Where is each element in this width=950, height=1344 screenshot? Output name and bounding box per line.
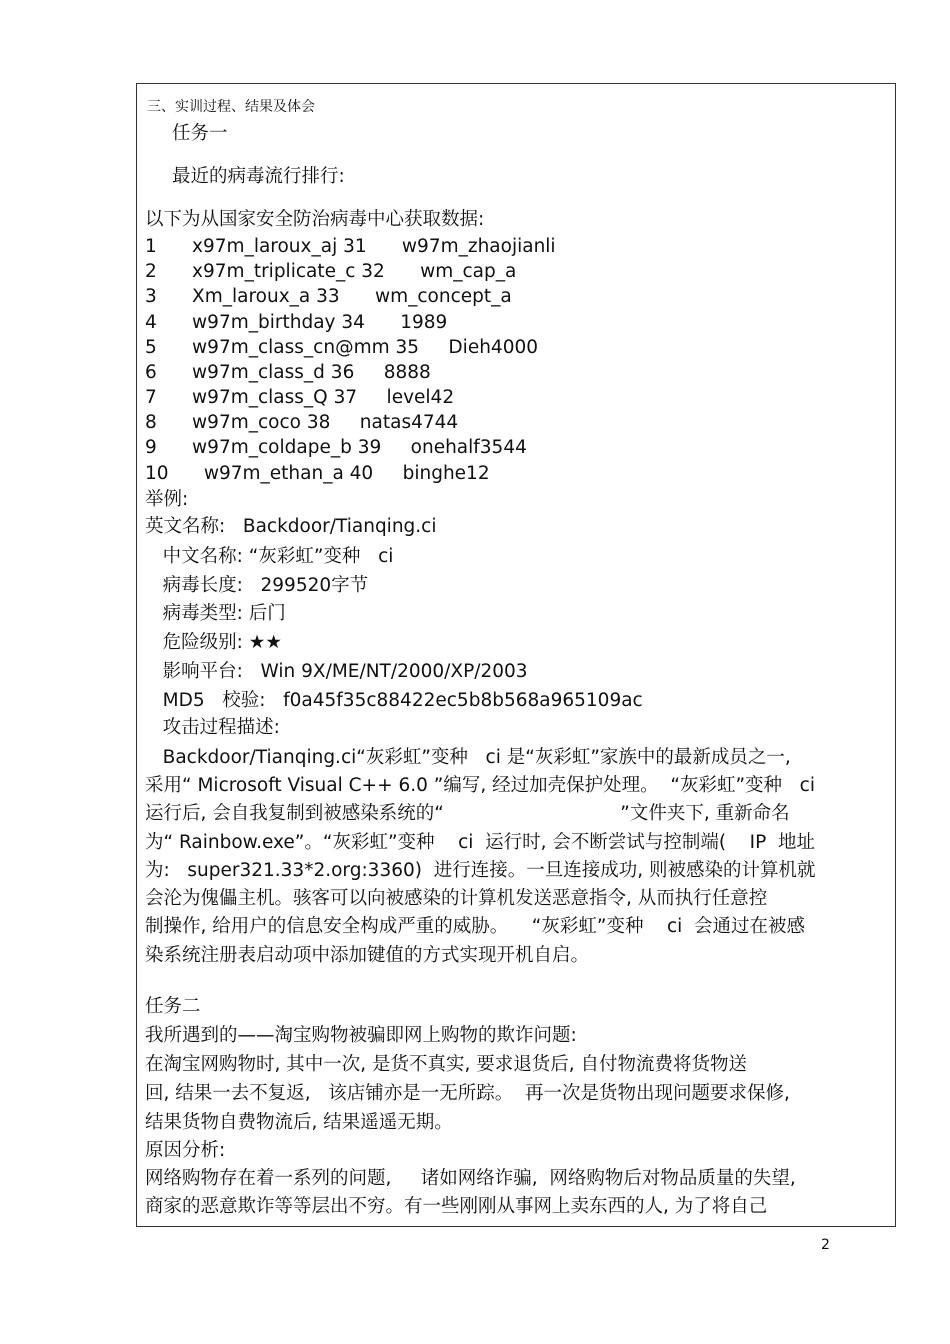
- description-line: 制操作, 给用户的信息安全构成严重的威胁。 “灰彩虹”变种 ci 会通过在被感: [145, 916, 806, 937]
- example-label: 举例:: [145, 489, 189, 510]
- description-line: Backdoor/Tianqing.ci“灰彩虹”变种 ci 是“灰彩虹”家族中的最新成员之一,: [145, 747, 791, 768]
- ranking-row: 4 w97m_birthday 34 1989: [145, 312, 448, 333]
- section-heading: 三、实训过程、结果及体会: [147, 99, 315, 115]
- example-line: 英文名称: Backdoor/Tianqing.ci: [145, 516, 437, 537]
- task2-line: 结果货物自费物流后, 结果遥遥无期。: [145, 1112, 453, 1133]
- ranking-row: 3 Xm_laroux_a 33 wm_concept_a: [145, 286, 512, 307]
- task2-title: 任务二: [145, 996, 201, 1017]
- ranking-row: 1 x97m_laroux_aj 31 w97m_zhaojianli: [145, 236, 556, 257]
- ranking-row: 10 w97m_ethan_a 40 binghe12: [145, 463, 490, 484]
- description-line: 为: super321.33*2.org:3360) 进行连接。一旦连接成功, 则被感染的计算机就: [145, 860, 816, 881]
- ranking-row: 6 w97m_class_d 36 8888: [145, 362, 431, 383]
- ranking-row: 9 w97m_coldape_b 39 onehalf3544: [145, 437, 527, 458]
- example-line: 影响平台: Win 9X/ME/NT/2000/XP/2003: [145, 661, 528, 682]
- task2-line: 我所遇到的——淘宝购物被骗即网上购物的欺诈问题:: [145, 1025, 577, 1046]
- task2-line: 回, 结果一去不复返, 该店铺亦是一无所踪。 再一次是货物出现问题要求保修,: [145, 1083, 790, 1104]
- description-line: 采用“ Microsoft Visual C++ 6.0 ”编写, 经过加壳保护处理。 “灰彩虹”变种 ci: [145, 775, 815, 796]
- task1-title: 任务一: [172, 123, 228, 144]
- description-line: 运行后, 会自我复制到被感染系统的“ ”文件夹下, 重新命名: [145, 803, 790, 824]
- ranking-row: 2 x97m_triplicate_c 32 wm_cap_a: [145, 261, 517, 282]
- description-line: 为“ Rainbow.exe”。“灰彩虹”变种 ci 运行时, 会不断尝试与控制端( IP 地址: [145, 832, 816, 853]
- task1-source: 以下为从国家安全防治病毒中心获取数据:: [145, 209, 485, 230]
- description-line: 染系统注册表启动项中添加键值的方式实现开机自启。: [145, 945, 590, 966]
- task2-line: 商家的恶意欺诈等等层出不穷。有一些刚刚从事网上卖东西的人, 为了将自己: [145, 1196, 768, 1217]
- task2-line: 原因分析:: [145, 1140, 226, 1161]
- task2-line: 在淘宝网购物时, 其中一次, 是货不真实, 要求退货后, 自付物流费将货物送: [145, 1054, 748, 1075]
- example-line: 危险级别: ★★: [145, 632, 282, 653]
- example-line: MD5 校验: f0a45f35c88422ec5b8b568a965109ac: [145, 690, 643, 711]
- description-line: 会沦为傀儡主机。骇客可以向被感染的计算机发送恶意指令, 从而执行任意控: [145, 888, 768, 909]
- page-number: 2: [821, 1237, 830, 1253]
- example-line: 病毒类型: 后门: [145, 603, 286, 624]
- example-line: 攻击过程描述:: [145, 717, 280, 738]
- ranking-row: 7 w97m_class_Q 37 level42: [145, 387, 455, 408]
- ranking-row: 5 w97m_class_cn@mm 35 Dieh4000: [145, 337, 539, 358]
- example-line: 中文名称: “灰彩虹”变种 ci: [145, 546, 394, 567]
- example-line: 病毒长度: 299520字节: [145, 575, 369, 596]
- task1-intro: 最近的病毒流行排行:: [172, 166, 345, 187]
- ranking-row: 8 w97m_coco 38 natas4744: [145, 412, 459, 433]
- task2-line: 网络购物存在着一系列的问题, 诸如网络诈骗, 网络购物后对物品质量的失望,: [145, 1168, 796, 1189]
